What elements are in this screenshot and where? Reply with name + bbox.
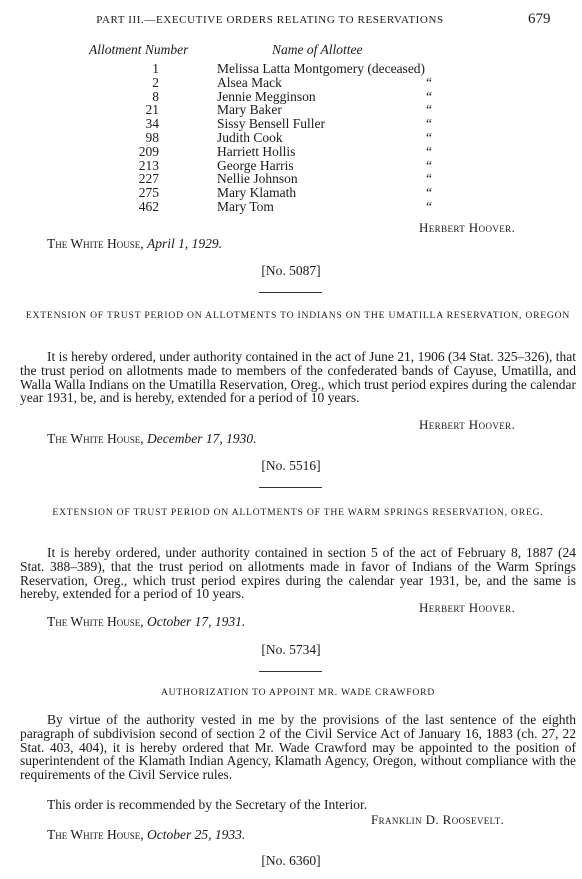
allottee-name: Melissa Latta Montgomery (deceased) — [217, 61, 426, 76]
allottee-name: Mary Klamath — [217, 185, 297, 201]
table-row — [0, 145, 582, 159]
allotment-number: 462 — [138, 198, 159, 214]
section-divider — [259, 487, 322, 488]
section-divider — [259, 671, 322, 672]
section-title-wade-crawford: AUTHORIZATION TO APPOINT MR. WADE CRAWFORD — [160, 687, 436, 698]
white-house-label: The White House, — [47, 236, 144, 251]
allottee-name: Mary Tom — [217, 198, 274, 214]
order-number-6360: [No. 6360] — [261, 853, 321, 868]
allottee-name: Judith Cook — [217, 129, 283, 145]
column-header-name-of-allottee: Name of Allottee — [272, 42, 363, 57]
allotment-number: 213 — [138, 157, 159, 173]
order-date: October 25, 1933. — [146, 827, 246, 842]
white-house-label: The White House, — [47, 431, 144, 446]
order-date: October 17, 1931. — [146, 614, 246, 629]
section-divider — [259, 292, 322, 293]
ditto-mark: “ — [426, 102, 432, 118]
ditto-mark: “ — [426, 157, 432, 173]
allotment-number: 8 — [152, 88, 159, 104]
order-number-5516: [No. 5516] — [261, 458, 321, 473]
table-row — [0, 62, 582, 76]
recommendation-line: This order is recommended by the Secretary of the Interior. — [47, 797, 368, 812]
white-house-line-2 — [47, 431, 256, 447]
page-number: 679 — [528, 11, 551, 27]
white-house-line-1 — [47, 236, 222, 252]
ditto-mark: “ — [426, 185, 432, 201]
white-house-line-4 — [47, 827, 245, 843]
allottee-name: Sissy Bensell Fuller — [217, 116, 326, 132]
allotment-number: 98 — [145, 129, 159, 145]
allottee-name: Harriett Hollis — [217, 143, 296, 159]
allottee-name: George Harris — [217, 157, 294, 173]
ditto-mark: “ — [426, 74, 432, 90]
order-number-5734: [No. 5734] — [261, 642, 321, 657]
allotment-table — [0, 62, 582, 214]
table-row — [0, 103, 582, 117]
table-row — [0, 90, 582, 104]
table-row — [0, 131, 582, 145]
allotment-number: 1 — [152, 61, 159, 76]
ditto-mark: “ — [426, 129, 432, 145]
table-row — [0, 159, 582, 173]
running-header: PART III.—EXECUTIVE ORDERS RELATING TO RESERVATIONS — [96, 14, 444, 26]
table-row — [0, 186, 582, 200]
signature-hoover-1: Herbert Hoover. — [419, 220, 516, 235]
section-title-umatilla: EXTENSION OF TRUST PERIOD ON ALLOTMENTS TO INDIANS ON THE UMATILLA RESERVATION, OREGON — [25, 310, 571, 321]
column-header-allotment-number: Allotment Number — [89, 42, 189, 57]
allotment-number: 21 — [145, 102, 159, 118]
allottee-name: Jennie Megginson — [217, 88, 316, 104]
table-row — [0, 117, 582, 131]
order-body-wade-crawford: By virtue of the authority vested in me by the provisions of the last sentence of the eighth paragraph of subdivision second of section 2 of the Civil Service Act of January 16, 1883 (ch. 27, 22 Stat. 403, 404), it is hereby ordered that Mr. Wade Crawford may be appointed to the position of superintendent of the Klamath Indian Agency, Klamath Agency, Oregon, without compliance with the requirements of the Civil Service rules. — [20, 712, 576, 783]
white-house-line-3 — [47, 614, 245, 630]
ditto-mark: “ — [426, 116, 432, 132]
order-number-5087: [No. 5087] — [261, 263, 321, 278]
allotment-number: 275 — [138, 185, 159, 201]
white-house-label: The White House, — [47, 827, 144, 842]
order-body-warm-springs: It is hereby ordered, under authority contained in section 5 of the act of February 8, 1887 (24 Stat. 388–389), that the trust period on allotments made in favor of Indians of the Warm Springs Reservation, Oreg., which trust period expires during the calendar year 1931, be, and the same is hereby, extended for a period of 10 years. — [20, 545, 576, 602]
allottee-name: Mary Baker — [217, 102, 282, 118]
signature-hoover-2: Herbert Hoover. — [419, 417, 516, 432]
signature-roosevelt: Franklin D. Roosevelt. — [371, 812, 505, 827]
signature-hoover-3: Herbert Hoover. — [419, 600, 516, 615]
white-house-label: The White House, — [47, 614, 144, 629]
allotment-number: 227 — [138, 171, 159, 187]
ditto-mark: “ — [426, 171, 432, 187]
allotment-number: 2 — [152, 74, 159, 90]
order-date: April 1, 1929. — [146, 236, 222, 251]
ditto-mark: “ — [426, 143, 432, 159]
allottee-name: Alsea Mack — [217, 74, 282, 90]
table-row — [0, 172, 582, 186]
allottee-name: Nellie Johnson — [217, 171, 298, 187]
section-title-warm-springs: EXTENSION OF TRUST PERIOD ON ALLOTMENTS OF THE WARM SPRINGS RESERVATION, OREG. — [52, 507, 544, 518]
ditto-mark: “ — [426, 88, 432, 104]
table-row — [0, 76, 582, 90]
table-row — [0, 200, 582, 214]
allotment-number: 209 — [138, 143, 159, 159]
allotment-number: 34 — [145, 116, 159, 132]
order-date: December 17, 1930. — [146, 431, 257, 446]
order-body-umatilla: It is hereby ordered, under authority contained in the act of June 21, 1906 (34 Stat. 325–326), that the trust period on allotments made to members of the confederated bands of Cayuse, Umatilla, and Walla Walla Indians on the Umatilla Reservation, Oreg., which trust period expires during the calendar year 1931, be, and is hereby, extended for a period of 10 years. — [20, 349, 576, 406]
ditto-mark: “ — [426, 198, 432, 214]
